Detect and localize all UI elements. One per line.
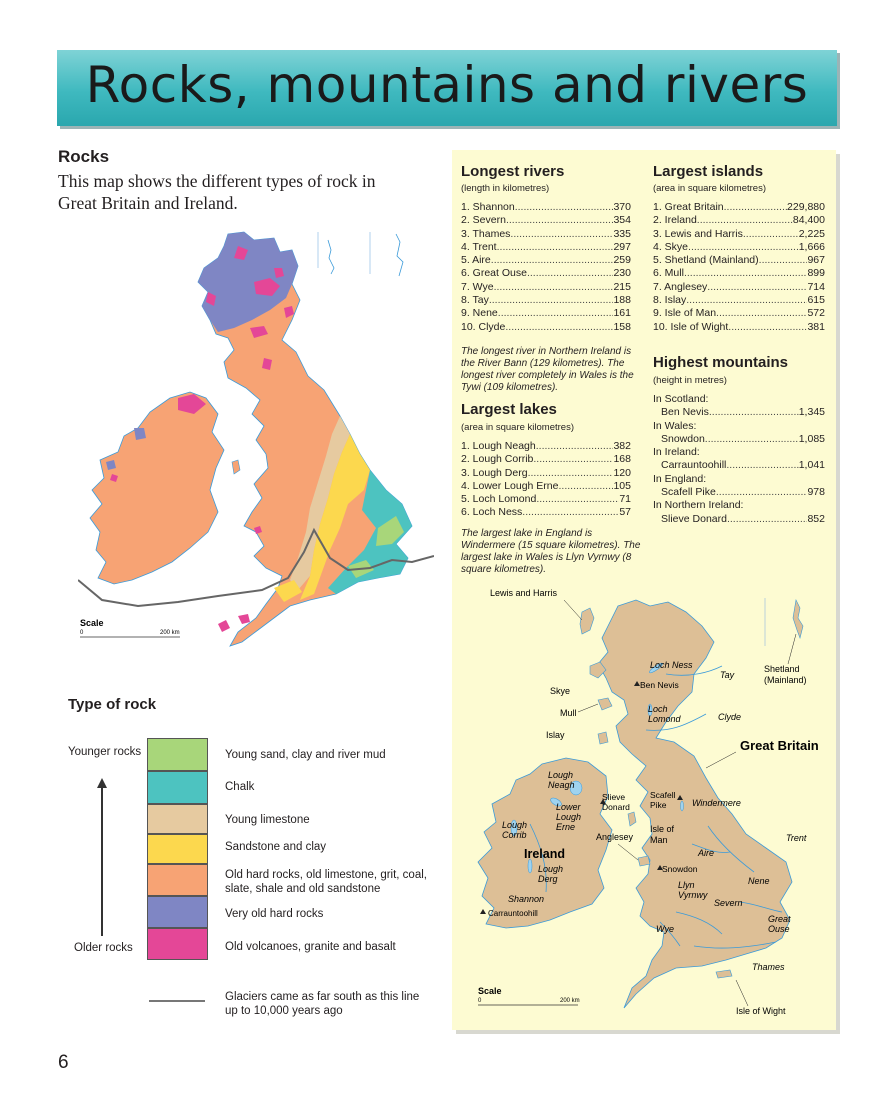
older-rocks-label: Older rocks	[74, 942, 133, 954]
lewis-shape	[580, 608, 594, 634]
leader-dots	[716, 486, 808, 499]
scale-label: Scale	[80, 618, 104, 628]
label-ben-nevis: Ben Nevis	[640, 680, 679, 690]
label-loch-lomond-1: Loch	[648, 704, 668, 714]
rivers-heading: Longest rivers	[461, 163, 565, 180]
scale-end: 200 km	[160, 630, 180, 636]
label-lough-derg-2: Derg	[538, 874, 558, 884]
lake-value: 120	[613, 466, 631, 479]
leader-dots	[558, 480, 613, 493]
river-row	[461, 254, 631, 267]
river-name: 6. Great Ouse	[461, 267, 527, 280]
mountain-row	[653, 513, 825, 526]
glacier-line-sample	[149, 1000, 205, 1002]
label-llyn-vyrnwy-1: Llyn	[678, 880, 695, 890]
leader-dots	[505, 321, 613, 334]
label-great-britain: Great Britain	[740, 738, 819, 753]
island-row	[653, 228, 825, 241]
swatch-old-hard-rocks	[147, 864, 208, 896]
river-name: 5. Aire	[461, 254, 491, 267]
swatch-sandstone	[147, 834, 208, 864]
river-value: 354	[613, 214, 631, 227]
island-row	[653, 201, 825, 214]
legend-label-sandstone: Sandstone and clay	[225, 841, 327, 853]
leader-dots	[515, 201, 614, 214]
rivers-sub: (length in kilometres)	[461, 183, 550, 194]
label-trent: Trent	[786, 833, 807, 843]
mountains-list	[653, 393, 825, 526]
younger-rocks-label: Younger rocks	[68, 746, 142, 758]
ireland-shape	[90, 392, 224, 584]
island-row	[653, 267, 825, 280]
leader-dots	[726, 459, 798, 472]
legend-label-old-hard-rocks: Old hard rocks, old limestone, grit, coal, slate, shale and old sandstone	[225, 869, 427, 895]
lake-row	[461, 480, 631, 493]
lake-value: 57	[619, 506, 631, 519]
river-row	[461, 307, 631, 320]
island-value: 229,880	[787, 201, 825, 213]
islands-sub: (area in square kilometres)	[653, 183, 766, 194]
island-value: 2,225	[798, 227, 825, 240]
island-row	[653, 254, 825, 267]
mountain-name: Ben Nevis	[661, 406, 709, 419]
lakes-sub: (area in square kilometres)	[461, 422, 574, 433]
leader-dots	[759, 254, 808, 267]
page-title: Rocks, mountains and rivers	[85, 56, 809, 114]
river-value: 188	[613, 294, 631, 307]
leader-dots	[707, 281, 807, 294]
islay-shape	[598, 732, 608, 744]
river-value: 158	[613, 320, 631, 333]
leader-dots	[533, 453, 613, 466]
mountain-row	[653, 406, 825, 419]
ireland-shape-features	[478, 758, 612, 928]
river-name: 3. Thames	[461, 227, 511, 240]
rocks-heading: Rocks	[58, 147, 110, 166]
rock-map-scale	[80, 618, 180, 637]
label-scafell-1: Scafell	[650, 790, 676, 800]
swatch-young-limestone	[147, 804, 208, 834]
rock-type-map	[78, 228, 434, 660]
leader-dots	[536, 493, 619, 506]
age-arrow-line	[101, 786, 103, 936]
mountain-row	[653, 486, 825, 499]
lake-value: 105	[613, 479, 631, 492]
island-row	[653, 294, 825, 307]
leader-dots	[724, 201, 787, 214]
lake-name: 3. Lough Derg	[461, 466, 528, 479]
leader-dots	[684, 267, 808, 280]
river-name: 4. Trent	[461, 240, 497, 253]
leader-dots	[709, 406, 799, 419]
label-ireland: Ireland	[524, 847, 565, 861]
island-name: 5. Shetland (Mainland)	[653, 254, 759, 267]
leader-dots	[728, 321, 807, 334]
features-scale-zero: 0	[478, 998, 482, 1004]
label-lough-corrib-2: Corrib	[502, 830, 527, 840]
shetland-shape	[793, 600, 803, 638]
island-name: 3. Lewis and Harris	[653, 227, 743, 240]
label-loch-ness: Loch Ness	[650, 660, 693, 670]
label-clyde: Clyde	[718, 712, 742, 722]
label-slieve-donard-1: Slieve	[602, 792, 626, 802]
lake-name: 2. Lough Corrib	[461, 453, 534, 466]
mountains-heading: Highest mountains	[653, 354, 789, 371]
island-value: 1,666	[798, 240, 825, 253]
lake-row	[461, 453, 631, 466]
legend-label-young-limestone: Young limestone	[225, 814, 310, 826]
lakes-note: The largest lake in England is Windermere (15 square kilometres). The largest lake in Wales is Llyn Vyrnwy (8 square kilometres).	[461, 528, 641, 575]
legend-label-glacier: Glaciers came as far south as this line up to 10,000 years ago	[225, 991, 420, 1017]
mountain-region: In Northern Ireland:	[653, 499, 744, 512]
label-lough-derg-1: Lough	[538, 864, 564, 874]
river-value: 161	[613, 307, 631, 320]
lakes-list	[461, 440, 631, 520]
leader-dots	[688, 241, 799, 254]
mountain-region: In Ireland:	[653, 446, 700, 459]
lakes-heading: Largest lakes	[461, 401, 557, 418]
river-value: 215	[613, 280, 631, 293]
island-name: 6. Mull	[653, 267, 684, 280]
island-value: 615	[807, 294, 825, 307]
leader-dots	[536, 440, 614, 453]
island-name: 9. Isle of Man	[653, 307, 717, 320]
river-name: 7. Wye	[461, 280, 494, 293]
leader-dots	[506, 214, 614, 227]
leader-dots	[705, 433, 799, 446]
label-aire: Aire	[698, 848, 715, 858]
label-skye: Skye	[550, 686, 571, 696]
lake-value: 382	[613, 440, 631, 452]
island-row	[653, 307, 825, 320]
label-isle-of-man-2: Man	[650, 835, 668, 845]
rocks-intro: This map shows the different types of rock in Great Britain and Ireland.	[58, 171, 376, 213]
islands-heading: Largest islands	[653, 163, 764, 180]
rivers-note: The longest river in Northern Ireland is the River Bann (129 kilometres). The longest river completely in Wales is the Tywi (109 kilometres).	[461, 346, 634, 393]
leader-dots	[489, 294, 614, 307]
leader-dots	[528, 467, 614, 480]
river-row	[461, 321, 631, 334]
mountain-region: In Scotland:	[653, 393, 709, 405]
label-great-ouse-2: Ouse	[768, 924, 790, 934]
label-wye: Wye	[656, 924, 674, 934]
label-thames: Thames	[752, 962, 785, 972]
lake-value: 71	[619, 493, 631, 506]
label-scafell-2: Pike	[650, 800, 667, 810]
features-map	[470, 582, 836, 1028]
island-row	[653, 214, 825, 227]
swatch-very-old-rocks	[147, 896, 208, 928]
lake-value: 168	[613, 453, 631, 466]
label-lower-erne-2: Lough	[556, 812, 582, 822]
mountain-name: Slieve Donard	[661, 512, 727, 525]
leader-dots	[527, 267, 614, 280]
label-lough-neagh-1: Lough	[548, 770, 574, 780]
leader-dots	[494, 281, 614, 294]
lake-row	[461, 506, 631, 519]
label-islay: Islay	[546, 730, 565, 740]
swatch-chalk	[147, 771, 208, 804]
lake-name: 4. Lower Lough Erne	[461, 479, 559, 492]
island-value: 572	[807, 307, 825, 320]
mountain-region: In England:	[653, 472, 707, 485]
island-row	[653, 281, 825, 294]
river-name: 10. Clyde	[461, 320, 506, 333]
scale-zero: 0	[80, 630, 84, 636]
island-name: 10. Isle of Wight	[653, 320, 729, 333]
mountain-region: In Wales:	[653, 419, 697, 432]
label-llyn-vyrnwy-2: Vyrnwy	[678, 890, 708, 900]
river-row	[461, 214, 631, 227]
leader-dots	[727, 513, 808, 526]
legend-label-chalk: Chalk	[225, 781, 255, 793]
swatch-volcanic	[147, 928, 208, 960]
label-lough-corrib-1: Lough	[502, 820, 528, 830]
label-great-ouse-1: Great	[768, 914, 791, 924]
river-name: 8. Tay	[461, 294, 489, 307]
island-name: 8. Islay	[653, 294, 687, 307]
mountain-value: 978	[807, 486, 825, 499]
label-tay: Tay	[720, 670, 735, 680]
swatch-young-sand	[147, 738, 208, 771]
mountain-name: Scafell Pike	[661, 486, 716, 499]
mountain-value: 1,085	[798, 432, 825, 445]
island-name: 2. Ireland	[653, 214, 697, 227]
leader-dots	[522, 506, 619, 519]
leader-dots	[498, 307, 614, 320]
leader-dots	[497, 241, 614, 254]
river-row	[461, 267, 631, 280]
river-name: 1. Shannon	[461, 201, 515, 213]
legend-title: Type of rock	[68, 696, 157, 713]
river-name: 9. Nene	[461, 307, 498, 320]
river-row	[461, 241, 631, 254]
island-name: 1. Great Britain	[653, 201, 724, 213]
mountain-name: Carrauntoohill	[661, 459, 727, 472]
label-shetland: Shetland	[764, 664, 800, 674]
rivers-list	[461, 201, 631, 334]
river-value: 335	[613, 227, 631, 240]
mountain-row	[653, 459, 825, 472]
title-banner	[57, 50, 837, 126]
river-value: 230	[613, 267, 631, 280]
river-row	[461, 201, 631, 214]
river-value: 370	[613, 201, 631, 213]
lake-row	[461, 467, 631, 480]
carrauntoohill-icon	[480, 909, 486, 914]
shetland-inset	[318, 232, 403, 276]
leader-dots	[491, 254, 614, 267]
label-slieve-donard-2: Donard	[602, 802, 630, 812]
leader-dots	[716, 307, 807, 320]
island-name: 7. Anglesey	[653, 280, 708, 293]
label-shannon: Shannon	[508, 894, 545, 904]
label-isle-of-man-1: Isle of	[650, 824, 675, 834]
legend-label-very-old-rocks: Very old hard rocks	[225, 908, 324, 920]
lake-row	[461, 440, 631, 453]
anglesey-shape	[638, 856, 650, 866]
label-lower-erne-3: Erne	[556, 822, 576, 832]
leader-dots	[510, 228, 613, 241]
label-isle-of-wight: Isle of Wight	[736, 1006, 786, 1016]
lake-name: 5. Loch Lomond	[461, 493, 537, 506]
river-row	[461, 228, 631, 241]
features-scale-end: 200 km	[560, 998, 580, 1004]
river-row	[461, 294, 631, 307]
page-number: 6	[58, 1052, 69, 1073]
river-row	[461, 281, 631, 294]
islands-list	[653, 201, 825, 334]
label-lough-neagh-2: Neagh	[548, 780, 575, 790]
legend-label-volcanic: Old volcanoes, granite and basalt	[225, 941, 396, 953]
isle-of-man-shape	[628, 812, 636, 826]
mountain-value: 1,041	[798, 459, 825, 472]
mountains-sub: (height in metres)	[653, 375, 727, 386]
island-name: 4. Skye	[653, 240, 689, 253]
mountain-row	[653, 433, 825, 446]
island-value: 381	[807, 320, 825, 333]
lake-name: 6. Loch Ness	[461, 506, 523, 519]
label-shetland-mainland: (Mainland)	[764, 675, 807, 685]
island-value: 714	[807, 280, 825, 293]
label-lewis: Lewis and Harris	[490, 588, 558, 598]
label-mull: Mull	[560, 708, 577, 718]
label-lower-erne-1: Lower	[556, 802, 581, 812]
island-row	[653, 241, 825, 254]
island-value: 967	[807, 254, 825, 267]
label-nene: Nene	[748, 876, 770, 886]
legend-label-young-sand: Young sand, clay and river mud	[225, 749, 386, 761]
label-windermere: Windermere	[692, 798, 741, 808]
label-loch-lomond-2: Lomond	[648, 714, 681, 724]
leader-dots	[697, 214, 793, 227]
mull-shape	[598, 698, 612, 710]
mountain-value: 852	[807, 512, 825, 525]
river-value: 259	[613, 254, 631, 267]
mountain-name: Snowdon	[661, 432, 705, 445]
leader-dots	[686, 294, 807, 307]
lake-row	[461, 493, 631, 506]
lake-name: 1. Lough Neagh	[461, 440, 536, 452]
label-anglesey: Anglesey	[596, 832, 634, 842]
label-snowdon: Snowdon	[662, 864, 698, 874]
island-value: 84,400	[792, 214, 825, 227]
wight-shape	[716, 970, 732, 978]
river-value: 297	[613, 240, 631, 253]
leader-dots	[743, 228, 799, 241]
river-name: 2. Severn	[461, 214, 506, 227]
island-row	[653, 321, 825, 334]
mountain-value: 1,345	[798, 406, 825, 419]
features-scale-label: Scale	[478, 986, 502, 996]
label-carrauntoohill: Carrauntoohill	[488, 909, 538, 918]
label-severn: Severn	[714, 898, 743, 908]
island-value: 899	[807, 267, 825, 280]
